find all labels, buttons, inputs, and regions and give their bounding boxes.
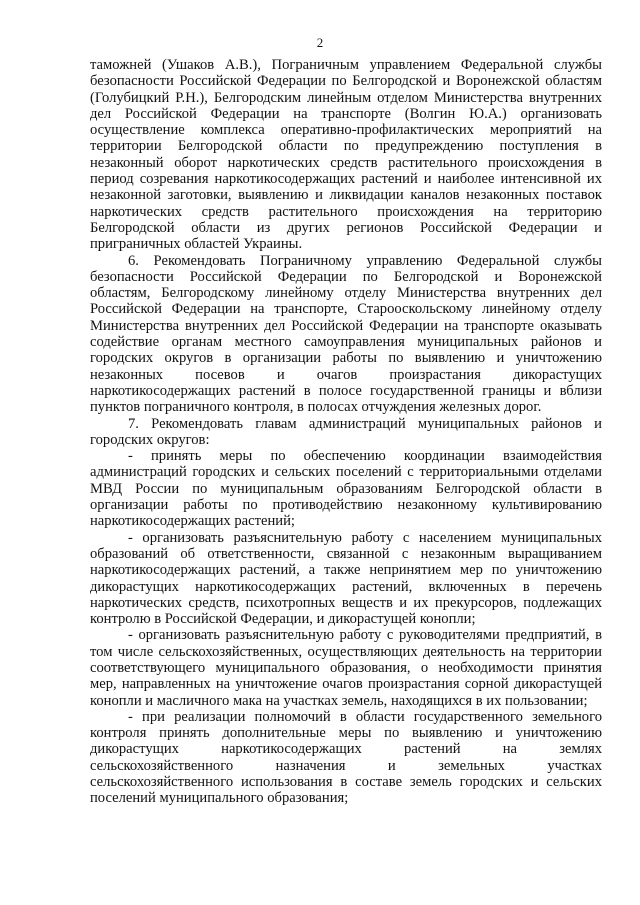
text-line: 7. Рекомендовать главам администраций муниципальных районов и — [128, 415, 602, 432]
text-line: соответствующего муниципального образования, о необходимости принятия — [90, 659, 602, 676]
text-line: контроля принять дополнительные меры по выявлению и уничтожению — [90, 725, 602, 742]
text-line: таможней (Ушаков А.В.), Пограничным управлением Федеральной службы — [90, 57, 602, 73]
text-line: наркотикосодержащих растений в полосе государственной границы и вблизи — [90, 382, 602, 399]
text-line: дикорастущих наркотикосодержащих растений на землях — [90, 741, 602, 758]
text-line: областям, Белгородскому линейному отделу Министерства внутренних дел — [90, 285, 602, 302]
paragraph-bullet-4 — [90, 709, 602, 807]
text-line: том числе сельскохозяйственных, осуществляющих деятельность на территории — [90, 643, 602, 660]
text-line: сельскохозяйственного назначения и земельных участках — [90, 757, 602, 774]
text-line: - организовать разъяснительную работу с населением муниципальных — [128, 529, 602, 546]
text-line: осуществление комплекса оперативно-профилактических мероприятий на — [90, 122, 602, 139]
text-line: Белгородской области из других регионов Российской Федерации и — [90, 219, 602, 236]
text-line: конопли и масличного мака на участках земель, находящихся в их пользовании; — [90, 692, 588, 709]
text-line: безопасности Российской Федерации по Белгородской и Воронежской — [90, 268, 602, 285]
text-line: незаконных посевов и очагов произрастания дикорастущих — [90, 366, 602, 383]
text-line: наркотикосодержащих растений, а также непринятием мер по уничтожению — [90, 562, 602, 579]
paragraph-bullet-2 — [90, 530, 602, 628]
text-line: наркотических средств растительного происхождения на территорию — [90, 203, 602, 220]
document-body — [90, 57, 602, 807]
text-line: приграничных областей Украины. — [90, 236, 303, 253]
paragraph-bullet-1 — [90, 448, 602, 529]
text-line: МВД России по муниципальным образованиям Белгородской области в — [90, 480, 602, 497]
text-line: - принять меры по обеспечению координации взаимодействия — [128, 448, 602, 465]
text-line: территории Белгородской области по предупреждению поступления в — [90, 138, 602, 155]
paragraph-item-6 — [90, 253, 602, 416]
text-line: период созревания наркотикосодержащих растений и наиболее интенсивной их — [90, 171, 602, 188]
text-line: сельскохозяйственного использования в составе земель городских и сельских — [90, 774, 602, 791]
text-line: Министерства внутренних дел Российской Федерации на транспорте оказывать — [90, 317, 602, 334]
text-line: наркотикосодержащих растений; — [90, 513, 295, 530]
text-line: организации работы по противодействию незаконному культивированию — [90, 497, 602, 514]
paragraph-bullet-3 — [90, 627, 602, 708]
paragraph-item-7 — [90, 416, 602, 449]
text-line: поселений муниципального образования; — [90, 790, 349, 807]
text-line: незаконной заготовки, выявлению и ликвидации каналов незаконных поставок — [90, 187, 602, 204]
text-line: безопасности Российской Федерации по Белгородской и Воронежской областям — [90, 73, 602, 90]
text-line: администраций городских и сельских поселений с территориальными отделами — [90, 464, 602, 481]
paragraph-continuation — [90, 57, 602, 253]
text-line: незаконный оборот наркотических средств растительного происхождения в — [90, 154, 602, 171]
text-line: городских округов: — [90, 431, 210, 448]
text-line: - при реализации полномочий в области государственного земельного — [128, 708, 602, 725]
text-line: - организовать разъяснительную работу с руководителями предприятий, в — [128, 627, 602, 644]
text-line: (Голубицкий Р.Н.), Белгородским линейным отделом Министерства внутренних — [90, 89, 602, 106]
text-line: содействие органам местного самоуправления муниципальных районов и — [90, 334, 602, 351]
text-line: контролю в Российской Федерации, и дикорастущей конопли; — [90, 611, 476, 628]
page-number: 2 — [316, 35, 324, 50]
text-line: городских округов в организации работы по выявлению и уничтожению — [90, 350, 602, 367]
text-line: дикорастущих наркотикосодержащих растений, включенных в перечень — [90, 578, 602, 595]
text-line: Российской Федерации на транспорте, Старооскольскому линейному отделу — [90, 301, 602, 318]
text-line: мер, направленных на уничтожение очагов произрастания сорной дикорастущей — [90, 676, 602, 693]
text-line: пунктов пограничного контроля, в полосах отчуждения железных дорог. — [90, 399, 542, 416]
text-line: 6. Рекомендовать Пограничному управлению Федеральной службы — [128, 252, 602, 269]
text-line: образований об ответственности, связанной с незаконным выращиванием — [90, 545, 602, 562]
text-line: дел Российской Федерации на транспорте (Волгин Ю.А.) организовать — [90, 105, 602, 122]
text-line: наркотических средств, психотропных веществ и их прекурсоров, подлежащих — [90, 594, 602, 611]
